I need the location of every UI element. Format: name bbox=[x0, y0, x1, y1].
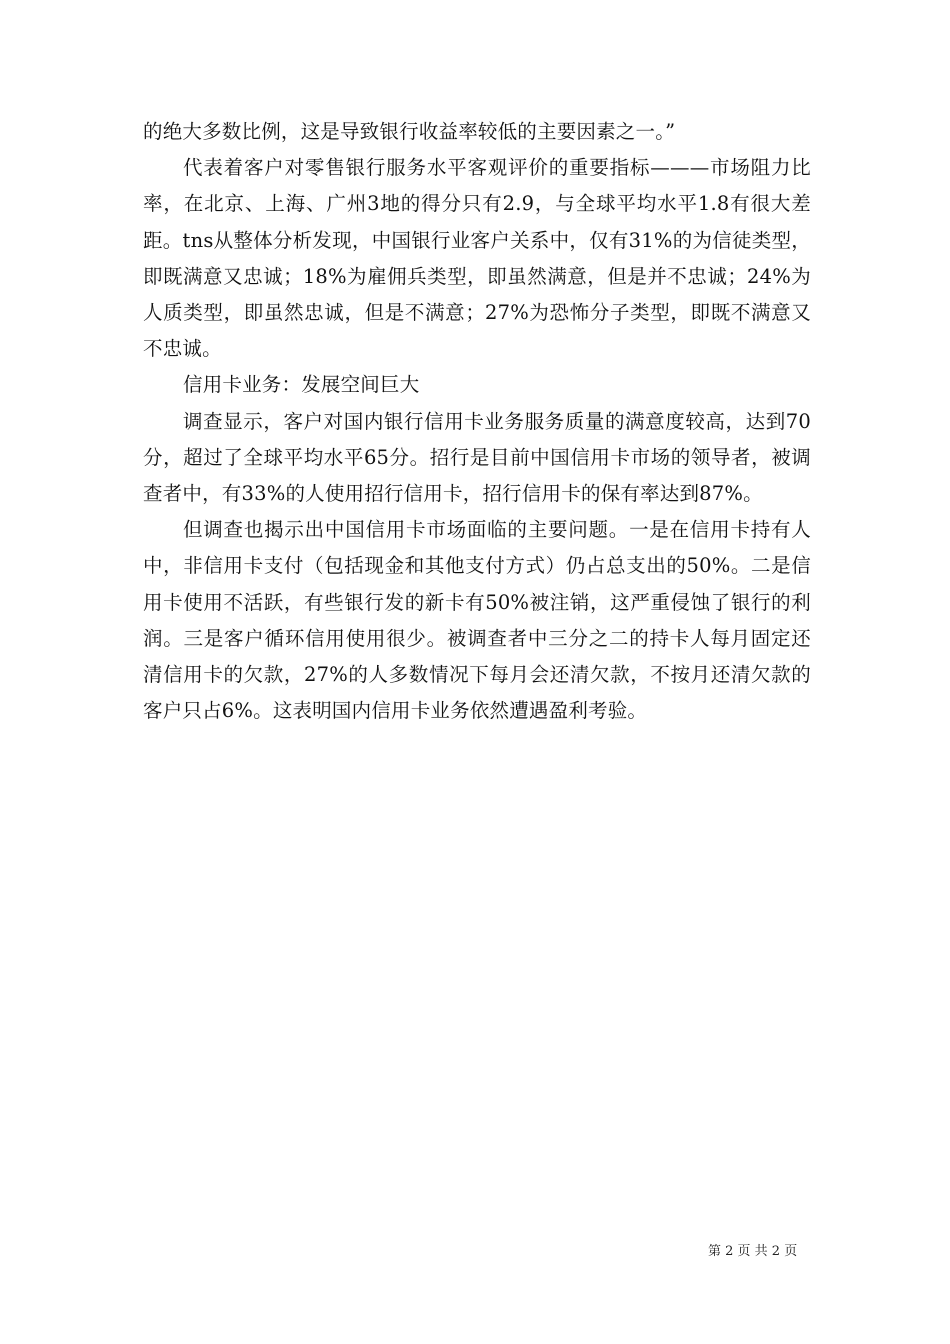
paragraph-market-problems: 但调查也揭示出中国信用卡市场面临的主要问题。一是在信用卡持有人中，非信用卡支付（包括现金和其他支付方式）仍占总支出的50%。二是信用卡使用不活跃，有些银行发的新卡有50%被注销，这严重侵蚀了银行的利润。三是客户循环信用使用很少。被调查者中三分之二的持卡人每月固定还清信用卡的欠款，27%的人多数情况下每月会还清欠款，不按月还清欠款的客户只占6%。这表明国内信用卡业务依然遭遇盈利考验。 bbox=[143, 518, 811, 723]
paragraph-market-resistance: 代表着客户对零售银行服务水平客观评价的重要指标———市场阻力比率，在北京、上海、广州3地的得分只有2.9，与全球平均水平1.8有很大差距。tns从整体分析发现，中国银行业客户关系中，仅有31%的为信徒类型，即既满意又忠诚；18%为雇佣兵类型，即虽然满意，但是并不忠诚；24%为人质类型，即虽然忠诚，但是不满意；27%为恐怖分子类型，即既不满意又不忠诚。 bbox=[143, 156, 811, 361]
section-heading-credit-card: 信用卡业务：发展空间巨大 bbox=[183, 373, 420, 397]
paragraph-survey-results: 调查显示，客户对国内银行信用卡业务服务质量的满意度较高，达到70分，超过了全球平均水平65分。招行是目前中国信用卡市场的领导者，被调查者中，有33%的人使用招行信用卡，招行信用卡的保有率达到87%。 bbox=[143, 409, 811, 506]
document-body bbox=[143, 114, 811, 729]
page-number-footer: 第 2 页 共 2 页 bbox=[708, 1244, 798, 1259]
paragraph-continuation: 的绝大多数比例，这是导致银行收益率较低的主要因素之一。” bbox=[143, 120, 676, 143]
